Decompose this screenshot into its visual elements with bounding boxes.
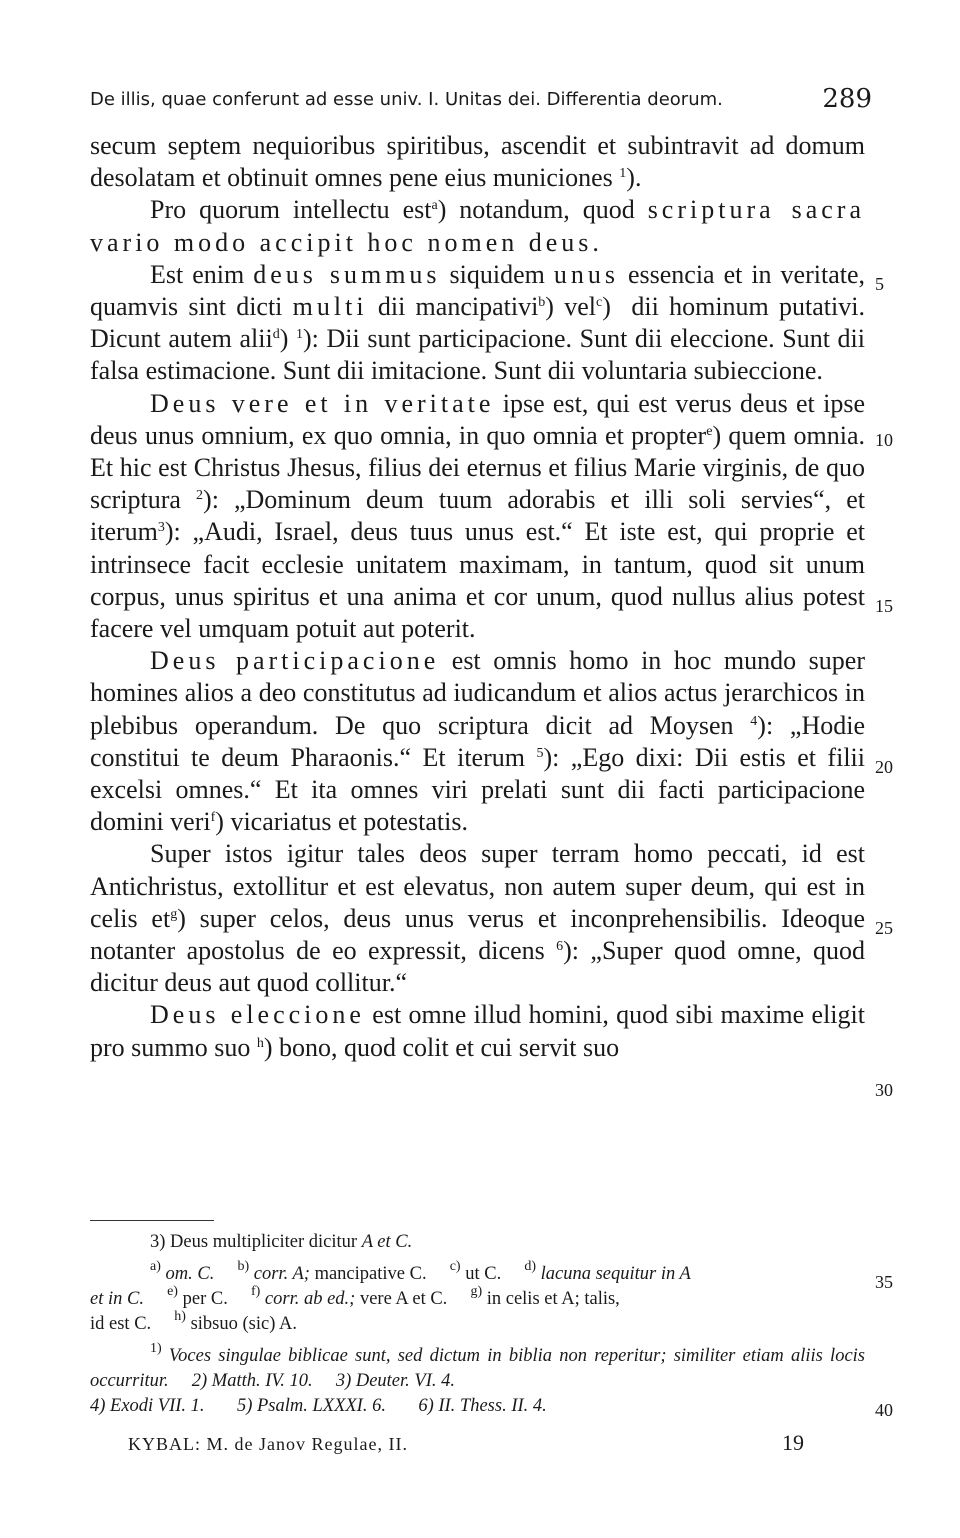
footnote-4: 4) Exodi VII. 1. <box>90 1396 205 1416</box>
footnote-ref: 1 <box>296 327 303 343</box>
note-ref: b <box>538 295 546 311</box>
line-number: 15 <box>875 596 893 616</box>
note-ref: h <box>256 1035 264 1051</box>
page-footer <box>128 1430 828 1464</box>
footnotes <box>90 1230 865 1419</box>
footnote-3: 3) Deuter. VI. 4. <box>335 1371 456 1391</box>
footnote-ref: 1 <box>619 166 627 182</box>
note-ref: c <box>596 295 603 311</box>
line-number: 25 <box>875 918 893 938</box>
note-ref: f <box>210 810 216 826</box>
footnote-ref: 4 <box>750 713 758 729</box>
critical-apparatus-end: id est C. $^{h)}$ sibsuo (sic) A. <box>90 1309 297 1334</box>
footnote-ref: 6 <box>556 939 564 955</box>
footnote-rule <box>90 1220 214 1221</box>
spaced-text: Deus eleccione <box>150 1000 365 1030</box>
paragraph-4: Deus vere et in veritate ipse est, qui est verus deus et ipse deus unus omnium, ex quo omnia, in quo omnia et propter$^e$) quem omnia. Et hic est Christus Jhesus, filius dei eternus et filius Marie virginis, de quo scriptura $^2$): „Dominum deum tuum adorabis et illi soli servies“, et iterum$^3$): „Audi, Israel, deus tuus unus est.“ Et iste est, qui proprie et intrinsece facit ecclesie unitatem maximam, in tantum, quod sit unum corpus, unus spiritus et una anima et cor unum, quod nullus alius potest facere vel umquam potuit aut poterit. <box>90 388 865 644</box>
line-number: 30 <box>875 1080 893 1100</box>
footnote-ref: 5 <box>536 745 544 761</box>
footnote-6: 6) II. Thess. II. 4. <box>418 1396 547 1416</box>
spaced-text: scriptura sacra vario modo accipit hoc nomen deus. <box>90 195 865 257</box>
line-number: 35 <box>875 1272 893 1292</box>
note-ref: a <box>431 198 438 214</box>
footnote-ref: 3 <box>157 520 165 536</box>
spaced-text: Deus vere et in veritate <box>150 388 495 418</box>
spaced-text: deus summus <box>253 259 441 289</box>
running-title: De illis, quae conferunt ad esse univ. I. Unitas dei. Differentia deorum. <box>90 89 723 110</box>
spaced-text: Deus participacione <box>150 646 440 676</box>
paragraph-1: secum septem nequioribus spiritibus, ascendit et subintravit ad domum desolatam et obtinuit omnes pene eius municiones $^1$). <box>90 131 865 193</box>
footnote-1: $^{1)}$ Voces singulae biblicae sunt, sed dictum in biblia non reperitur; similiter etiam aliis locis occurritur. 2) Matth. IV. 10. 3) Deuter. VI. 4. <box>90 1341 865 1391</box>
critical-apparatus: $^{a)}$ om. C. $^{b)}$ corr. A; mancipative C. $^{c)}$ ut C. $^{d)}$ lacuna sequitur in A <box>150 1259 691 1284</box>
spaced-text: multi <box>292 292 368 322</box>
page-header <box>90 76 880 112</box>
note-3: 3) Deus multipliciter dicitur A et C. <box>150 1232 413 1252</box>
critical-apparatus-cont: et in C. $^{e)}$ per C. $^{f)}$ corr. ab ed.; vere A et C. $^{g)}$ in celis et A; talis, <box>90 1284 620 1309</box>
paragraph-2: Pro quorum intellectu est$^a$) notandum, quod scriptura sacra vario modo accipit hoc nomen deus. <box>90 195 865 257</box>
line-number: 5 <box>875 274 884 294</box>
line-number: 40 <box>875 1400 893 1420</box>
page-number: 289 <box>822 84 872 114</box>
paragraph-3: Est enim deus summus siquidem unus essencia et in veritate, quamvis sint dicti multi dii mancipativi$^b$) vel$^c$) dii hominum putativi. Dicunt autem alii$^d$) $^1$): Dii sunt participacione. Sunt dii eleccione. Sunt dii falsa estimacione. Sunt dii imitacione. Sunt dii voluntaria subieccione. <box>90 259 865 386</box>
signature-line: KYBAL: M. de Janov Regulae, II. <box>128 1434 408 1454</box>
line-number: 10 <box>875 430 893 450</box>
main-text <box>90 130 865 1064</box>
note-ref: g <box>170 906 178 922</box>
footnote-ref: 2 <box>196 488 204 504</box>
note-ref: d <box>272 327 280 343</box>
paragraph-6: Super istos igitur tales deos super terram homo peccati, id est Antichristus, extollitur et est elevatus, non autem super deum, qui est in celis $et^g$) super celos, deus unus verus et inconprehensibilis. Ideoque notanter apostolus de eo expressit, dicens $^6$): „Super quod omne, quod dicitur deus aut quod collitur.“ <box>90 839 866 998</box>
footnotes-last <box>90 1394 865 1419</box>
footnote-5: 5) Psalm. LXXXI. 6. <box>236 1396 386 1416</box>
note-ref: e <box>706 423 713 439</box>
spaced-text: unus <box>553 259 619 289</box>
sheet-number: 19 <box>782 1430 804 1455</box>
paragraph-7: Deus eleccione est omne illud homini, quod sibi maxime eligit pro summo suo $^h$) bono, quod colit et cui servit suo <box>90 1000 865 1062</box>
line-number: 20 <box>875 757 893 777</box>
paragraph-5: Deus participacione est omnis homo in hoc mundo super homines alios a deo constitutus ad iudicandum et alios actus jerarchicos in plebibus operandum. De quo scriptura dicit ad Moysen $^4$): „Hodie constitui te deum Pharaonis.“ Et iterum $^5$): „Ego dixi: Dii estis et filii excelsi omnes.“ Et ita omnes viri prelati sunt dii facti participacione domini veri$^f$) vicariatus et potestatis. <box>90 646 866 837</box>
footnote-2: 2) Matth. IV. 10. <box>191 1371 313 1391</box>
